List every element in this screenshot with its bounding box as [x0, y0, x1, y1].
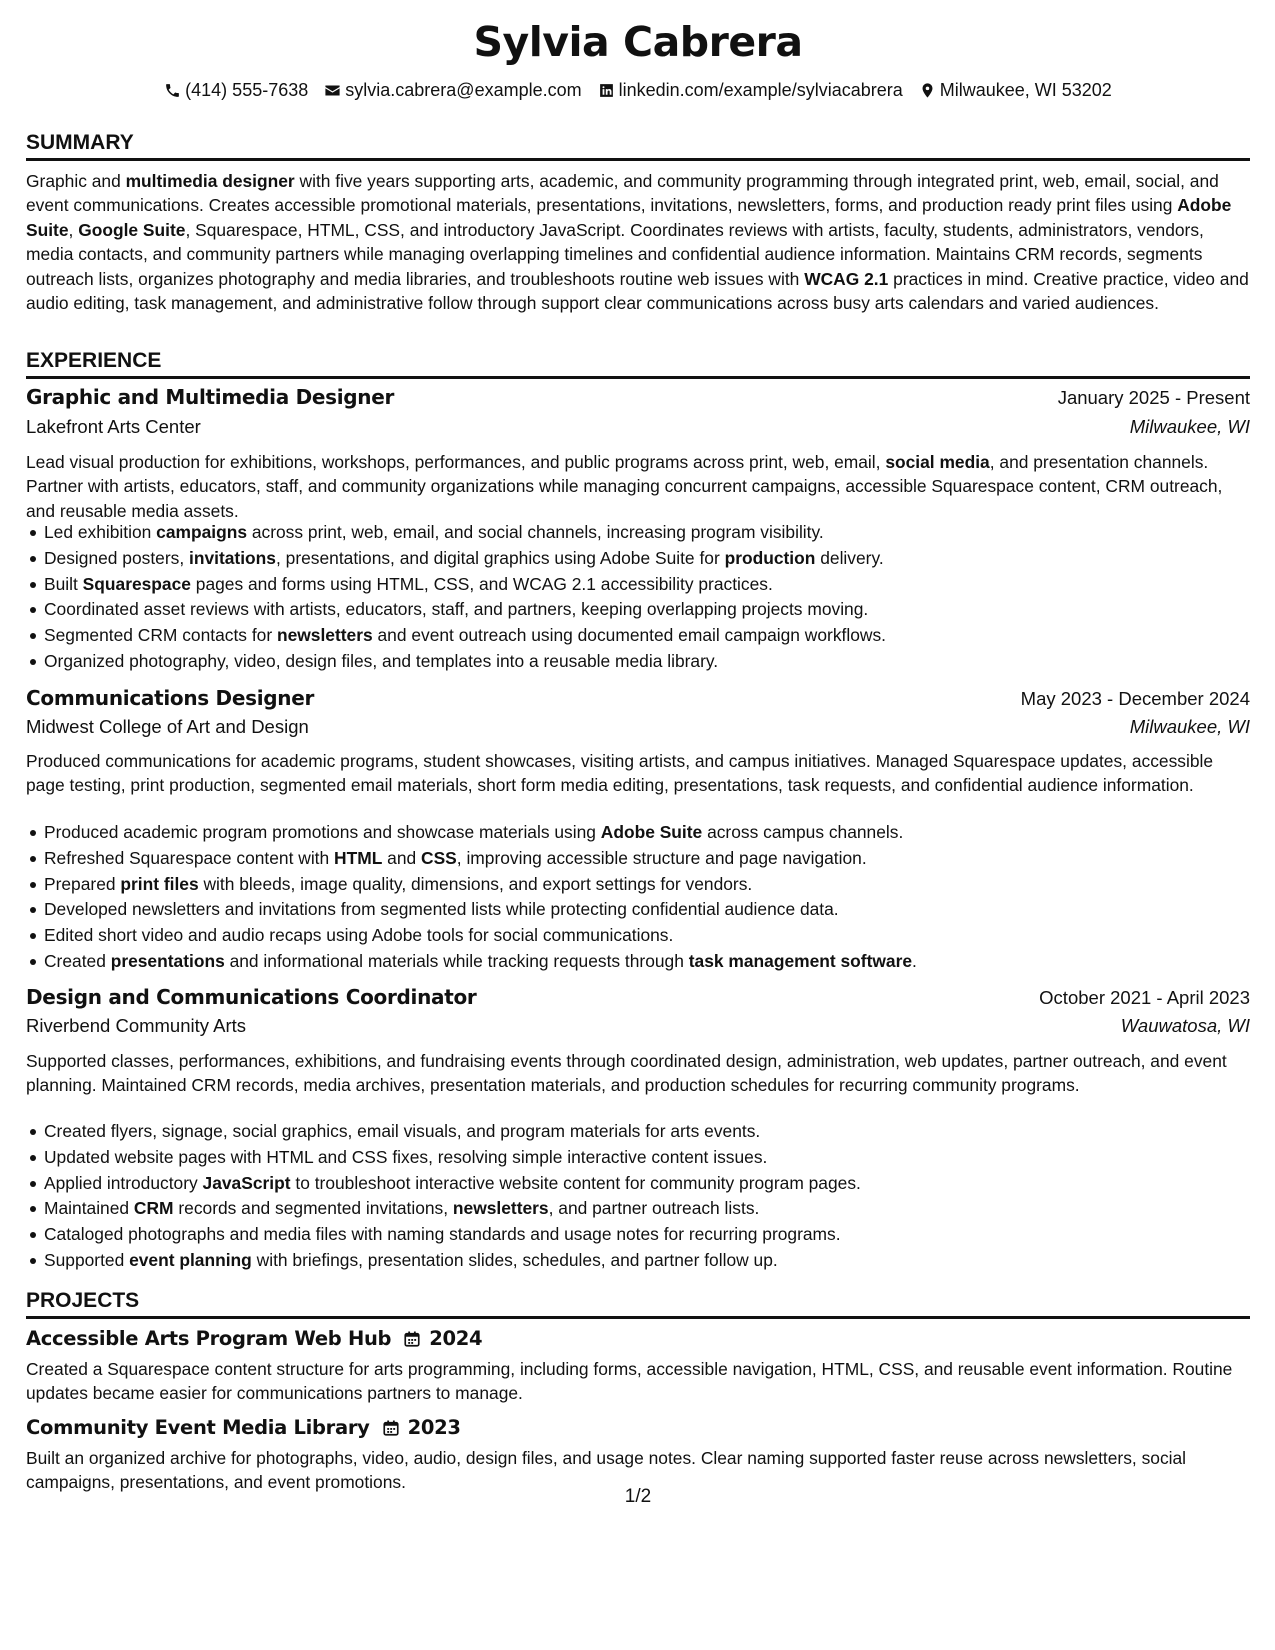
- map-marker-icon: [919, 82, 936, 99]
- bullet-item: Produced academic program promotions and showcase materials using Adobe Suite across campus channels.: [26, 820, 1250, 846]
- bullet-item: Edited short video and audio recaps using Adobe tools for social communications.: [26, 923, 1250, 949]
- job-subheader: [26, 716, 1250, 738]
- bullet-item: Applied introductory JavaScript to troubleshoot interactive website content for community program pages.: [26, 1171, 1250, 1197]
- job-subheader: [26, 416, 1250, 438]
- bullet-item: Created presentations and informational materials while tracking requests through task management software.: [26, 949, 1250, 975]
- job-subheader: [26, 1015, 1250, 1037]
- email-text[interactable]: sylvia.cabrera@example.com: [345, 80, 582, 100]
- project-header: [26, 1416, 461, 1439]
- contact-linkedin[interactable]: [598, 78, 903, 102]
- job-dates: May 2023 - December 2024: [1020, 688, 1250, 709]
- phone-icon: [164, 82, 181, 99]
- projects-heading: PROJECTS: [26, 1288, 1250, 1319]
- bullet-item: Designed posters, invitations, presentations, and digital graphics using Adobe Suite for production delivery.: [26, 546, 1250, 572]
- project-description: Built an organized archive for photographs, video, audio, design files, and usage notes. Clear naming supported faster reuse across newsletters, social campaigns, presentations, and event promotions.: [26, 1448, 1187, 1493]
- bullet-item: Coordinated asset reviews with artists, educators, staff, and partners, keeping overlapping projects moving.: [26, 597, 1250, 623]
- bullet-item: Supported event planning with briefings, presentation slides, schedules, and partner follow up.: [26, 1248, 1250, 1274]
- bullet-item: Refreshed Squarespace content with HTML and CSS, improving accessible structure and page navigation.: [26, 846, 1250, 872]
- project-title: Community Event Media Library: [26, 1416, 370, 1439]
- company-name: Riverbend Community Arts: [26, 1015, 247, 1036]
- job-dates: October 2021 - April 2023: [1039, 987, 1250, 1008]
- contact-phone: [164, 78, 308, 102]
- bullet-item: Led exhibition campaigns across print, web, email, and social channels, increasing program visibility.: [26, 520, 1250, 546]
- bullet-item: Cataloged photographs and media files with naming standards and usage notes for recurring programs.: [26, 1222, 1250, 1248]
- bullet-item: Created flyers, signage, social graphics, email visuals, and program materials for arts events.: [26, 1119, 1250, 1145]
- contact-bar: [26, 78, 1250, 102]
- calendar-icon: [382, 1419, 400, 1437]
- job-title: Graphic and Multimedia Designer: [26, 385, 395, 409]
- job-title: Design and Communications Coordinator: [26, 985, 477, 1009]
- job-dates: January 2025 - Present: [1057, 387, 1250, 408]
- job-header: [26, 985, 1250, 1009]
- linkedin-icon: [598, 82, 615, 99]
- company-name: Lakefront Arts Center: [26, 416, 201, 437]
- project-title: Accessible Arts Program Web Hub: [26, 1327, 392, 1350]
- phone-text: (414) 555-7638: [185, 80, 309, 100]
- bullet-item: Prepared print files with bleeds, image quality, dimensions, and export settings for vendors.: [26, 872, 1250, 898]
- job-header: [26, 385, 1250, 409]
- linkedin-text[interactable]: linkedin.com/example/sylviacabrera: [618, 80, 903, 100]
- project-year: 2023: [407, 1416, 461, 1439]
- bullet-item: Maintained CRM records and segmented invitations, newsletters, and partner outreach lists.: [26, 1196, 1250, 1222]
- summary-text: Graphic and multimedia designer with five years supporting arts, academic, and community programming through integrated print, web, email, social, and event communications. Creates accessible promotional materials, presentations, invitations, newsletters, forms, and production ready print files using Adobe Suite, Google Suite, Squarespace, HTML, CSS, and introductory JavaScript. Coordinates reviews with artists, faculty, students, administrators, vendors, media contacts, and community partners while managing overlapping timelines and confidential audience information. Maintains CRM records, segments outreach lists, organizes photography and media libraries, and troubleshoots routine web issues with WCAG 2.1 practices in mind. Creative practice, video and audio editing, task management, and administrative follow through support clear communications across busy arts calendars and varied audiences.: [26, 171, 1249, 314]
- project-header: [26, 1327, 482, 1350]
- summary-heading: SUMMARY: [26, 130, 1250, 161]
- job-description: Produced communications for academic programs, student showcases, visiting artists, and campus initiatives. Managed Squarespace updates, accessible page testing, print production, segmented email materials, short form media editing, presentations, task requests, and confidential audience information.: [26, 751, 1214, 796]
- company-name: Midwest College of Art and Design: [26, 716, 309, 737]
- job-bullets: [26, 1119, 1250, 1274]
- candidate-name: Sylvia Cabrera: [473, 18, 803, 66]
- job-description: Supported classes, performances, exhibitions, and fundraising events through coordinated design, administration, web updates, partner outreach, and event planning. Maintained CRM records, media archives, presentation materials, and production schedules for recurring community programs.: [26, 1051, 1227, 1096]
- job-location: Wauwatosa, WI: [1120, 1015, 1250, 1036]
- envelope-icon: [324, 82, 341, 99]
- job-header: [26, 686, 1250, 710]
- location-text: Milwaukee, WI 53202: [939, 80, 1112, 100]
- resume-page: [26, 0, 1250, 1650]
- job-title: Communications Designer: [26, 686, 315, 710]
- bullet-item: Segmented CRM contacts for newsletters and event outreach using documented email campaign workflows.: [26, 623, 1250, 649]
- calendar-icon: [403, 1330, 421, 1348]
- bullet-item: Developed newsletters and invitations from segmented lists while protecting confidential audience data.: [26, 897, 1250, 923]
- page-number: 1/2: [624, 1486, 652, 1507]
- experience-heading: EXPERIENCE: [26, 348, 1250, 379]
- project-year: 2024: [429, 1327, 483, 1350]
- job-description: Lead visual production for exhibitions, workshops, performances, and public programs across print, web, email, social media, and presentation channels. Partner with artists, educators, staff, and community organizations while managing concurrent campaigns, accessible Squarespace content, CRM outreach, and reusable media assets.: [26, 452, 1223, 521]
- contact-location: [919, 78, 1112, 102]
- job-bullets: [26, 520, 1250, 675]
- bullet-item: Organized photography, video, design files, and templates into a reusable media library.: [26, 649, 1250, 675]
- bullet-item: Updated website pages with HTML and CSS fixes, resolving simple interactive content issues.: [26, 1145, 1250, 1171]
- bullet-item: Built Squarespace pages and forms using HTML, CSS, and WCAG 2.1 accessibility practices.: [26, 572, 1250, 598]
- job-bullets: [26, 820, 1250, 975]
- job-location: Milwaukee, WI: [1129, 716, 1250, 737]
- contact-email[interactable]: [324, 78, 581, 102]
- job-location: Milwaukee, WI: [1129, 416, 1250, 437]
- project-description: Created a Squarespace content structure for arts programming, including forms, accessible navigation, HTML, CSS, and reusable event information. Routine updates became easier for communications partners to manage.: [26, 1359, 1233, 1404]
